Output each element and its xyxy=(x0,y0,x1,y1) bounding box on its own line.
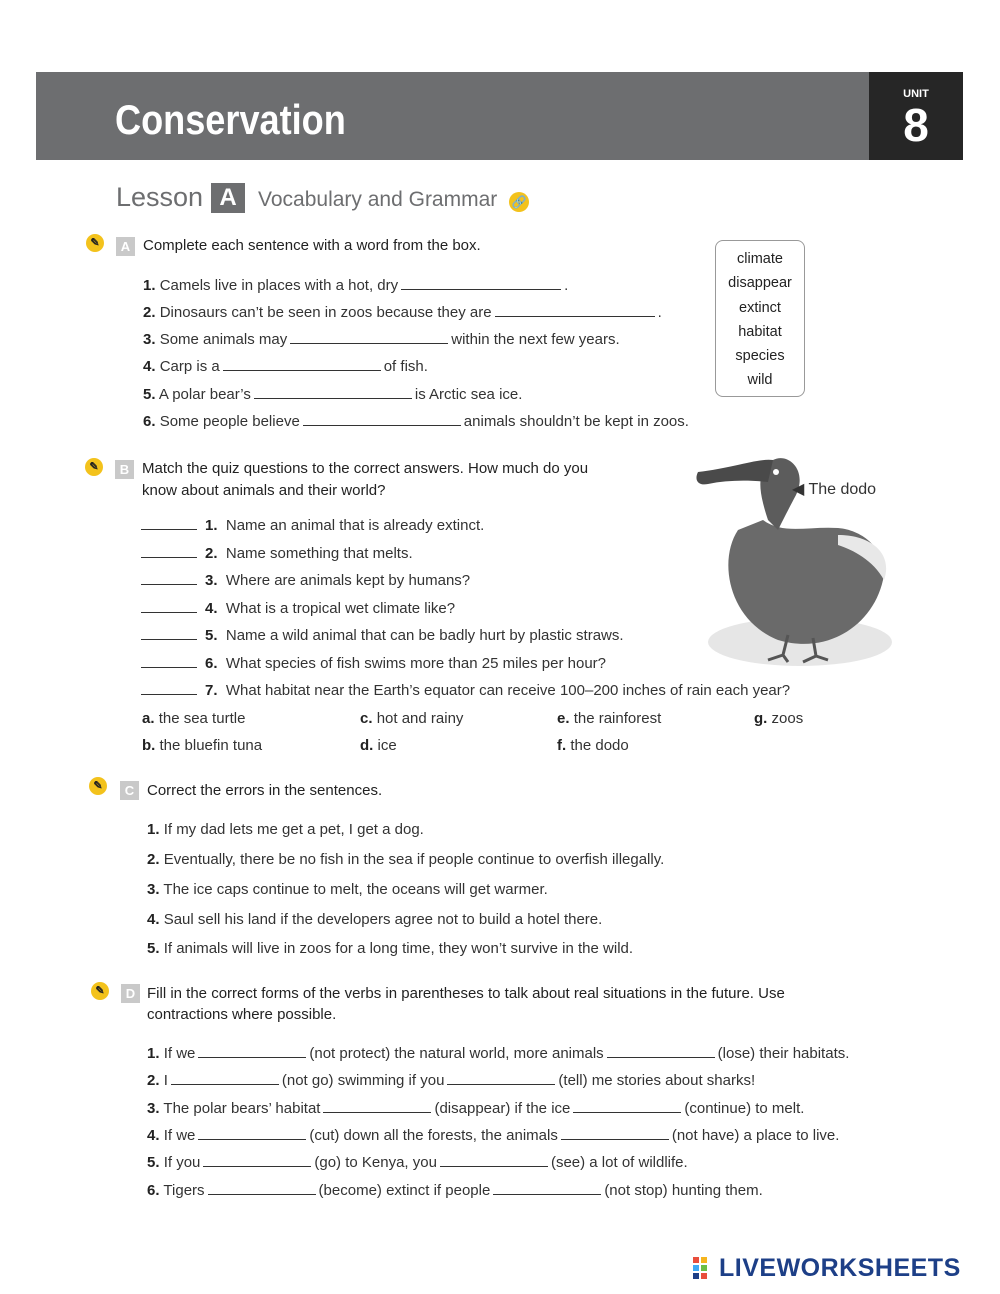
answer-option: g. zoos xyxy=(754,710,804,727)
answer-blank[interactable] xyxy=(223,369,381,371)
answer-blank[interactable] xyxy=(141,612,197,613)
list-item: 5. Name a wild animal that can be badly hurt by plastic straws. xyxy=(141,627,624,644)
dodo-caption: ◀ The dodo xyxy=(792,481,877,498)
exercise-c-letter: C xyxy=(120,781,139,800)
answer-option: b. the bluefin tuna xyxy=(142,737,263,754)
answer-blank[interactable] xyxy=(401,288,561,290)
answer-blank[interactable] xyxy=(447,1083,555,1085)
exercise-b-instruction-2: know about animals and their world? xyxy=(142,482,386,499)
answer-blank[interactable] xyxy=(141,557,197,558)
answer-blank[interactable] xyxy=(493,1193,601,1195)
list-item: 1. If we (not protect) the natural world, more animals (lose) their habitats. xyxy=(147,1045,850,1062)
exercise-b-letter: B xyxy=(115,460,134,479)
answer-blank[interactable] xyxy=(573,1111,681,1113)
exercise-d-instruction-1: Fill in the correct forms of the verbs in parentheses to talk about real situations in the future. Use xyxy=(147,985,785,1002)
unit-number: 8 xyxy=(903,99,929,151)
list-item: 5. A polar bear’s is Arctic sea ice. xyxy=(143,386,523,403)
answer-blank[interactable] xyxy=(290,342,448,344)
answer-option: e. the rainforest xyxy=(557,710,662,727)
exercise-d-letter: D xyxy=(121,984,140,1003)
answer-blank[interactable] xyxy=(141,694,197,695)
lesson-subtitle: Vocabulary and Grammar xyxy=(258,188,498,211)
answer-blank[interactable] xyxy=(440,1165,548,1167)
exercise-c-instruction: Correct the errors in the sentences. xyxy=(147,782,383,799)
list-item: 5. If you (go) to Kenya, you (see) a lot of wildlife. xyxy=(147,1154,688,1171)
answer-blank[interactable] xyxy=(141,529,197,530)
answer-blank[interactable] xyxy=(198,1056,306,1058)
list-item: 7. What habitat near the Earth’s equator can receive 100–200 inches of rain each year? xyxy=(141,682,790,699)
edit-icon[interactable]: ✎ xyxy=(89,777,107,795)
answer-option: d. ice xyxy=(360,737,397,754)
list-item: 2. Name something that melts. xyxy=(141,545,413,562)
answer-blank[interactable] xyxy=(141,639,197,640)
list-item: 4. Carp is a of fish. xyxy=(143,358,428,375)
answer-blank[interactable] xyxy=(203,1165,311,1167)
list-item: 1. Name an animal that is already extinct. xyxy=(141,517,484,534)
word-box-item: disappear xyxy=(728,275,792,292)
word-box-item: climate xyxy=(737,251,783,267)
list-item: 3. Some animals may within the next few years. xyxy=(143,331,620,348)
answer-option: c. hot and rainy xyxy=(360,710,464,727)
word-box-item: species xyxy=(735,348,785,365)
list-item: 6. What species of fish swims more than 25 miles per hour? xyxy=(141,655,606,672)
liveworksheets-logo[interactable]: LIVEWORKSHEETS xyxy=(693,1254,961,1283)
unit-badge xyxy=(869,72,963,160)
page-title: Conservation xyxy=(115,96,346,143)
word-box xyxy=(715,240,805,397)
list-item: 3. Where are animals kept by humans? xyxy=(141,572,470,589)
list-item: 3. The polar bears’ habitat (disappear) if the ice (continue) to melt. xyxy=(147,1100,805,1117)
answer-option: a. the sea turtle xyxy=(142,710,246,727)
answer-blank[interactable] xyxy=(208,1193,316,1195)
list-item: 4. What is a tropical wet climate like? xyxy=(141,600,455,617)
answer-blank[interactable] xyxy=(607,1056,715,1058)
edit-icon[interactable]: ✎ xyxy=(85,458,103,476)
link-icon[interactable]: 🔗 xyxy=(509,192,529,212)
list-item: 1. If my dad lets me get a pet, I get a dog. xyxy=(147,821,424,838)
answer-blank[interactable] xyxy=(323,1111,431,1113)
list-item: 5. If animals will live in zoos for a long time, they won’t survive in the wild. xyxy=(147,940,634,957)
list-item: 2. I (not go) swimming if you (tell) me stories about sharks! xyxy=(147,1072,756,1089)
list-item: 6. Some people believe animals shouldn’t be kept in zoos. xyxy=(143,413,689,430)
list-item: 4. If we (cut) down all the forests, the animals (not have) a place to live. xyxy=(147,1127,840,1144)
list-item: 2. Dinosaurs can’t be seen in zoos because they are . xyxy=(143,304,662,321)
list-item: 1. Camels live in places with a hot, dry . xyxy=(143,277,569,294)
answer-blank[interactable] xyxy=(561,1138,669,1140)
exercise-a-instruction: Complete each sentence with a word from the box. xyxy=(143,237,481,254)
list-item: 3. The ice caps continue to melt, the oceans will get warmer. xyxy=(147,881,548,898)
list-item: 6. Tigers (become) extinct if people (not stop) hunting them. xyxy=(147,1182,763,1199)
list-item: 2. Eventually, there be no fish in the sea if people continue to overfish illegally. xyxy=(147,851,665,868)
exercise-d-instruction-2: contractions where possible. xyxy=(147,1006,337,1023)
lesson-label: Lesson xyxy=(116,182,204,212)
unit-label: UNIT xyxy=(903,88,929,100)
answer-blank[interactable] xyxy=(303,424,461,426)
logo-grid-icon xyxy=(693,1255,717,1279)
lesson-letter: A xyxy=(211,183,245,213)
exercise-a-letter: A xyxy=(116,237,135,256)
answer-blank[interactable] xyxy=(495,315,655,317)
answer-blank[interactable] xyxy=(141,584,197,585)
word-box-item: extinct xyxy=(739,299,781,316)
list-item: 4. Saul sell his land if the developers agree not to build a hotel there. xyxy=(147,911,603,928)
word-box-item: wild xyxy=(747,372,773,389)
edit-icon[interactable]: ✎ xyxy=(91,982,109,1000)
exercise-b-instruction-1: Match the quiz questions to the correct answers. How much do you xyxy=(142,460,589,477)
word-box-item: habitat xyxy=(738,323,782,340)
answer-blank[interactable] xyxy=(254,397,412,399)
answer-blank[interactable] xyxy=(198,1138,306,1140)
answer-blank[interactable] xyxy=(171,1083,279,1085)
edit-icon[interactable]: ✎ xyxy=(86,234,104,252)
answer-blank[interactable] xyxy=(141,667,197,668)
answer-option: f. the dodo xyxy=(557,737,629,754)
